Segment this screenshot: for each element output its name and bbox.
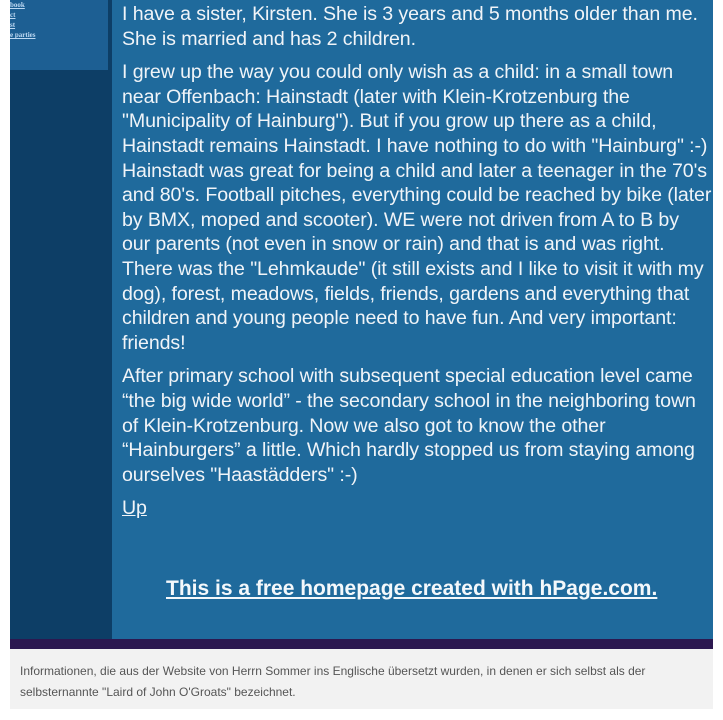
sidebar-link-4[interactable]: e parties (10, 31, 36, 39)
up-link[interactable]: Up (122, 497, 147, 520)
hpage-footer-link[interactable]: This is a free homepage created with hPage.com. (166, 577, 658, 600)
bottom-bar (10, 639, 713, 649)
sidebar-link-1[interactable]: book (10, 1, 25, 9)
paragraph-childhood: I grew up the way you could only wish as a child: in a small town near Offenbach: Hainstadt (later with Klein-Krotzenburg the "Municipality of Hainburg"). But if you grow up there as a child, Hainstadt remains Hainstadt. I have nothing to do with "Hainburg" :-) Hainstadt was great for being a child and later a teenager in the 70's and 80's. Football pitches, everything could be reached by bike (later by BMX, moped and scooter). WE were not driven from A to B by our parents (not even in snow or rain) and that is and was right. There was the "Lehmkaude" (it still exists and I like to visit it with my dog), forest, meadows, fields, friends, gardens and everything that children and young people need to have fun. And very important: friends! (122, 61, 712, 354)
website-screenshot (10, 0, 713, 640)
sidebar-link-3[interactable]: st (10, 21, 16, 29)
image-caption: Informationen, die aus der Website von Herrn Sommer ins Englische übersetzt wurden, in denen er sich selbst als der selbsternannte "Laird of John O'Groats" bezeichnet. (20, 664, 646, 699)
sidebar-nav (10, 0, 108, 70)
main-content (112, 0, 713, 640)
paragraph-school: After primary school with subsequent special education level came “the big wide world” - the secondary school in the neighboring town of Klein-Krotzenburg. Now we also got to know the other “Hainburgers” a little. Which hardly stopped us from staying among ourselves "Haastädders" :-) (122, 365, 696, 486)
sidebar-link-2[interactable]: ct (10, 11, 16, 19)
paragraph-sister: I have a sister, Kirsten. She is 3 years and 5 months older than me. She is married and has 2 children. (122, 3, 698, 50)
article-text (122, 2, 712, 521)
